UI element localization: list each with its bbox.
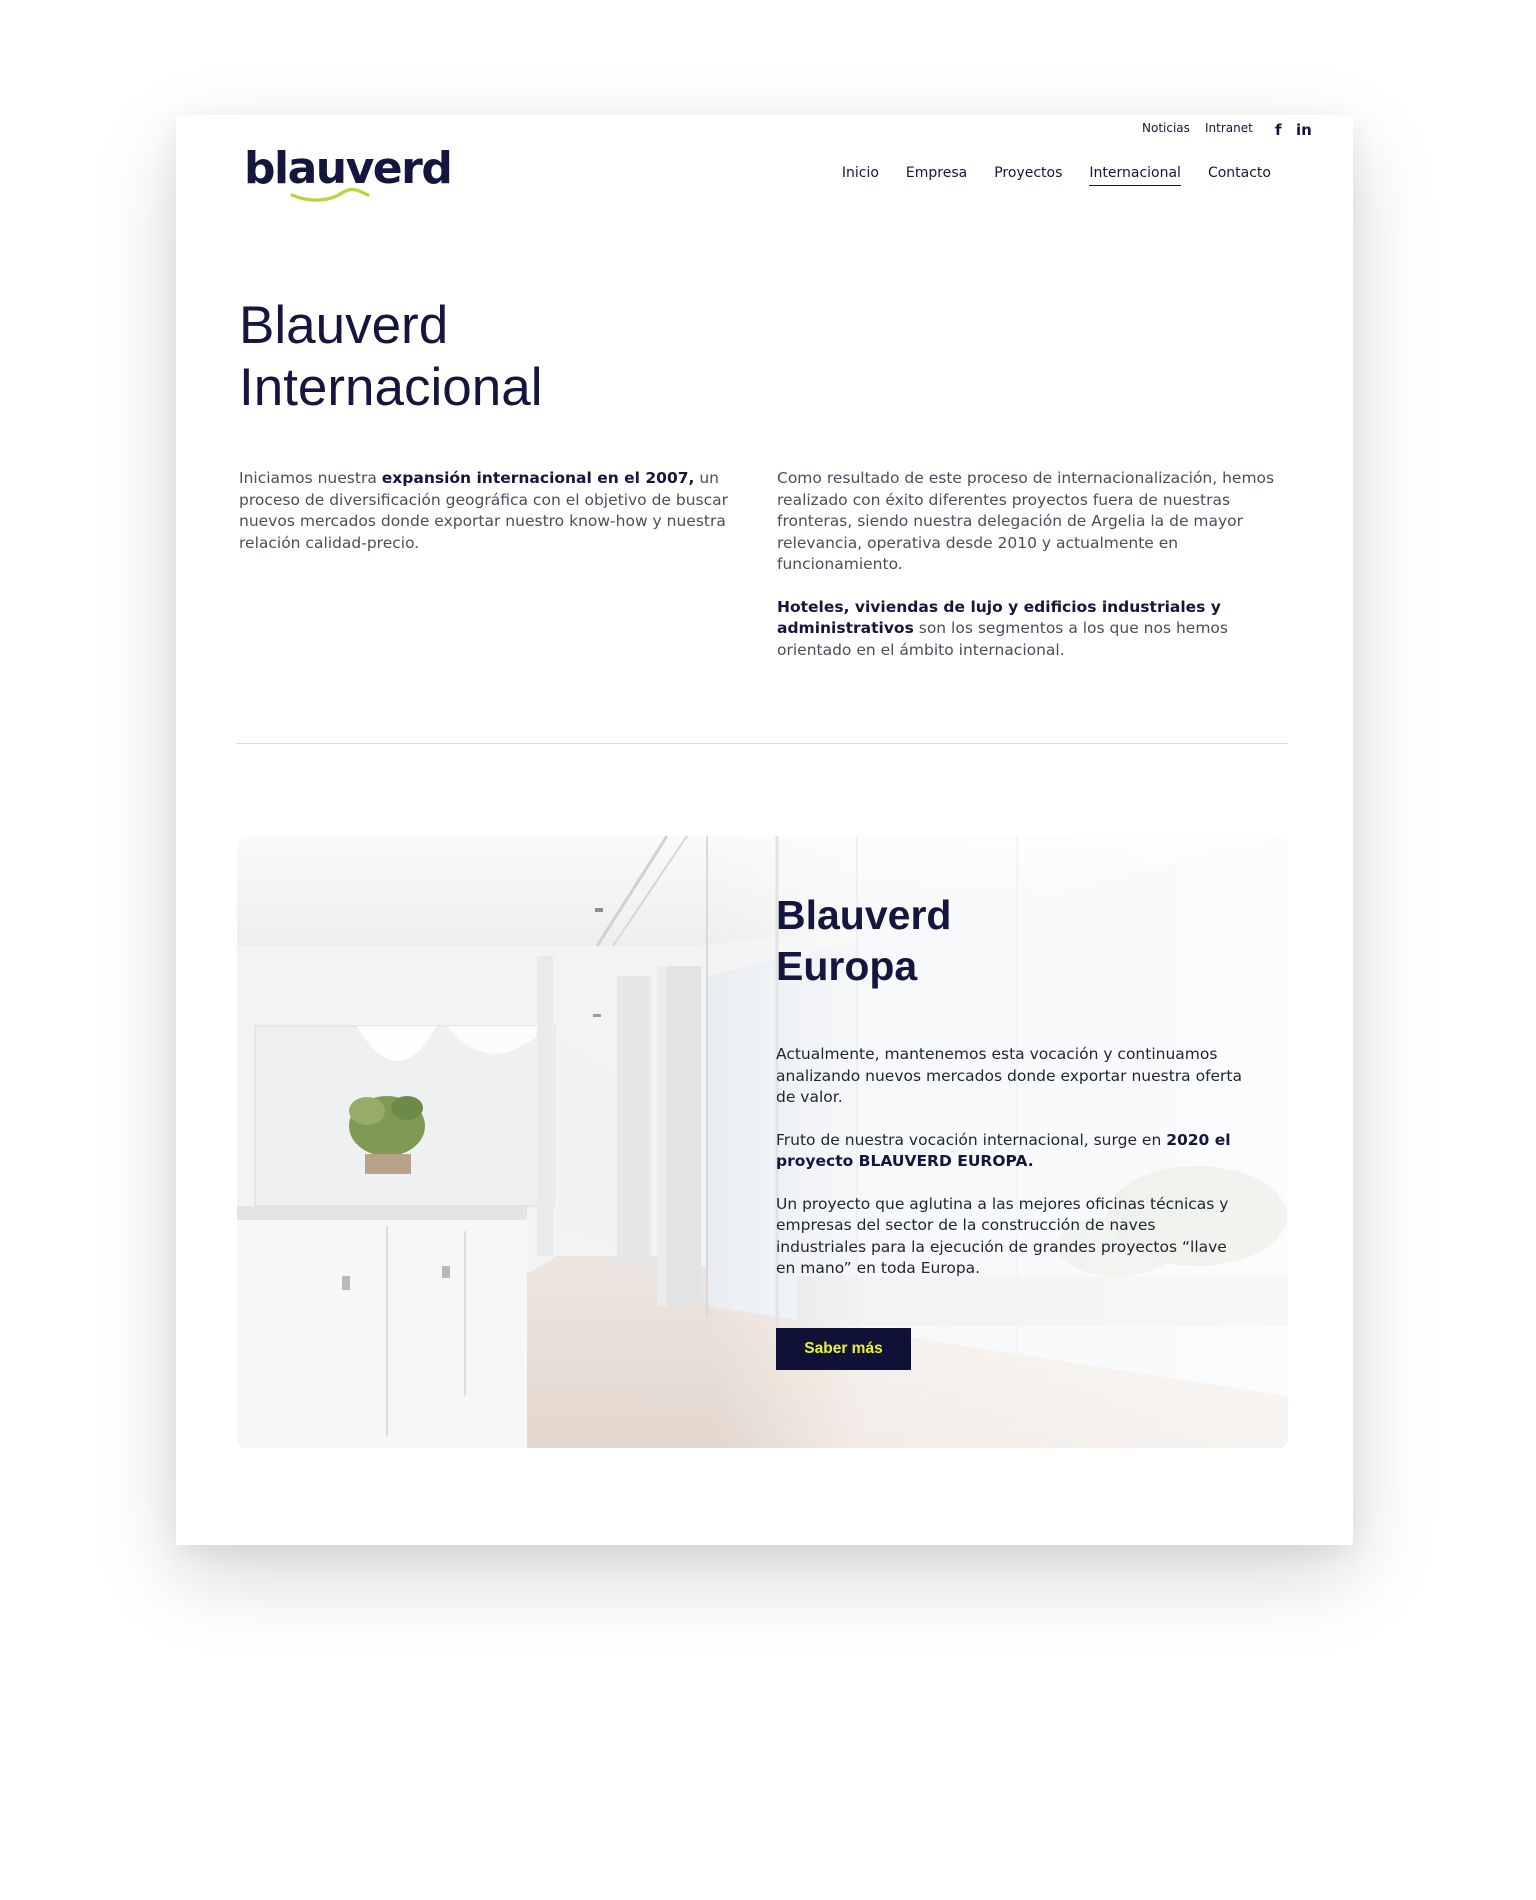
linkedin-icon[interactable]: in — [1296, 121, 1312, 139]
intranet-link[interactable]: Intranet — [1205, 121, 1253, 135]
results-paragraph: Como resultado de este proceso de internacionalización, hemos realizado con éxito diferentes proyectos fuera de nuestras fronteras, siendo nuestra delegación de Argelia la de mayor relevancia, operativa desde 2010 y actualmente en funcionamiento. — [777, 469, 1275, 573]
europa-paragraph-2 — [776, 1130, 1246, 1173]
intro-text: Iniciamos nuestra — [239, 469, 382, 487]
europa-card — [237, 836, 1288, 1448]
europa-paragraph-2-text: Fruto de nuestra vocación internacional, surge en — [776, 1130, 1167, 1149]
page-title-line-1: Blauverd — [239, 296, 449, 355]
europa-title — [776, 890, 951, 992]
intro-text-rest: un proceso de diversificación geográfica con el objetivo de buscar nuevos mercados donde exportar nuestro know-how y nuestra relación calidad-precio. — [239, 469, 729, 552]
segments-paragraph — [777, 597, 1287, 662]
page-title-line-2: Internacional — [239, 358, 543, 417]
facebook-icon[interactable]: f — [1275, 121, 1282, 139]
europa-title-line-1: Blauverd — [776, 892, 952, 938]
logo-text: blauverd — [244, 143, 452, 194]
nav-item-internacional[interactable]: Internacional — [1089, 165, 1181, 186]
main-nav — [842, 165, 1271, 186]
nav-item-empresa[interactable]: Empresa — [905, 165, 968, 181]
intro-left-column — [239, 468, 749, 554]
nav-item-inicio[interactable]: Inicio — [841, 165, 879, 181]
intro-right-column — [777, 468, 1287, 661]
page-frame — [176, 115, 1353, 1545]
logo-swoosh-icon — [290, 187, 370, 203]
nav-item-proyectos[interactable]: Proyectos — [994, 165, 1063, 181]
intro-paragraph — [239, 468, 749, 554]
europa-paragraph-3: Un proyecto que aglutina a las mejores oficinas técnicas y empresas del sector de la construcción de naves industriales para la ejecución de grandes proyectos “llave en mano” en toda Europa. — [776, 1194, 1229, 1277]
utility-bar — [1053, 121, 1353, 143]
intro-highlight: expansión internacional en el 2007, — [381, 469, 695, 487]
europa-title-line-2: Europa — [776, 943, 918, 989]
segments-text: son los segmentos a los que nos hemos orientado en el ámbito internacional. — [777, 619, 1228, 659]
europa-text — [776, 1044, 1246, 1280]
europa-paragraph-2-highlight: 2020 el proyecto BLAUVERD EUROPA. — [776, 1130, 1231, 1170]
logo[interactable] — [244, 143, 452, 207]
segments-highlight: Hoteles, viviendas de lujo y edificios industriales y administrativos — [777, 597, 1221, 637]
saber-mas-button[interactable]: Saber más — [776, 1328, 911, 1370]
section-divider — [236, 743, 1288, 744]
europa-paragraph-1: Actualmente, mantenemos esta vocación y continuamos analizando nuevos mercados donde exportar nuestra oferta de valor. — [776, 1045, 1243, 1106]
nav-item-contacto[interactable]: Contacto — [1207, 165, 1271, 181]
page-title — [239, 295, 542, 419]
news-link[interactable]: Noticias — [1142, 121, 1190, 135]
